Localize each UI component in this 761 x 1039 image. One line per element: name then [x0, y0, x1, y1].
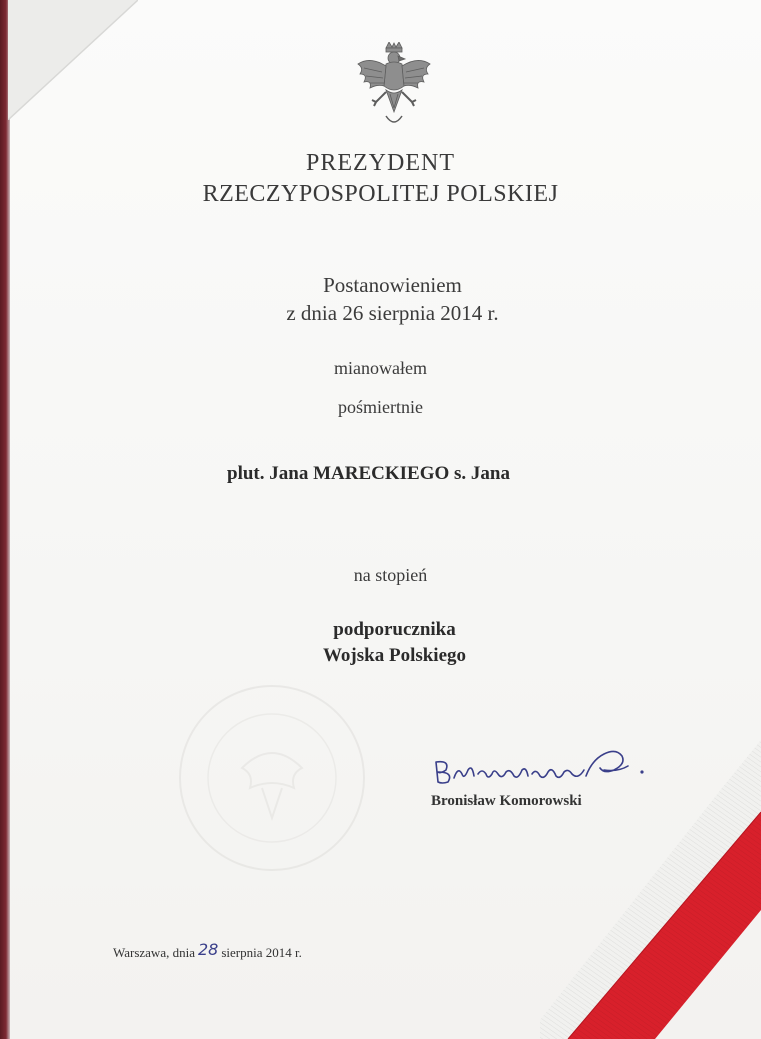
signer-name: Bronisław Komorowski [431, 793, 582, 809]
embossed-seal [172, 678, 372, 878]
recipient-name [0, 463, 749, 485]
place-and-date [113, 942, 302, 961]
recipient-surname: MARECKIEGO [313, 463, 450, 484]
decree-date: z dnia 26 sierpnia 2014 r. [286, 301, 499, 325]
rank-army: Wojska Polskiego [322, 645, 467, 666]
recipient-prefix: plut. Jana [227, 463, 314, 484]
rank-title: podporucznika [333, 619, 456, 640]
heading-republic: RZECZYPOSPOLITEJ POLSKIEJ [202, 181, 559, 207]
decree-line: Postanowieniem [323, 273, 462, 297]
place-prefix: Warszawa, dnia [113, 945, 195, 960]
rank-intro: na stopień [353, 565, 428, 585]
date-suffix: sierpnia 2014 r. [221, 945, 302, 960]
corner-fold-decoration [8, 0, 138, 120]
nominated-text: mianowałem [334, 358, 427, 378]
heading-president: PREZYDENT [306, 150, 455, 176]
handwritten-day: 28 [197, 940, 219, 959]
posthumously-text: pośmiertnie [338, 397, 423, 417]
white-eagle-icon [356, 42, 432, 128]
national-ribbon [540, 720, 761, 1039]
recipient-suffix: s. Jana [449, 463, 510, 484]
